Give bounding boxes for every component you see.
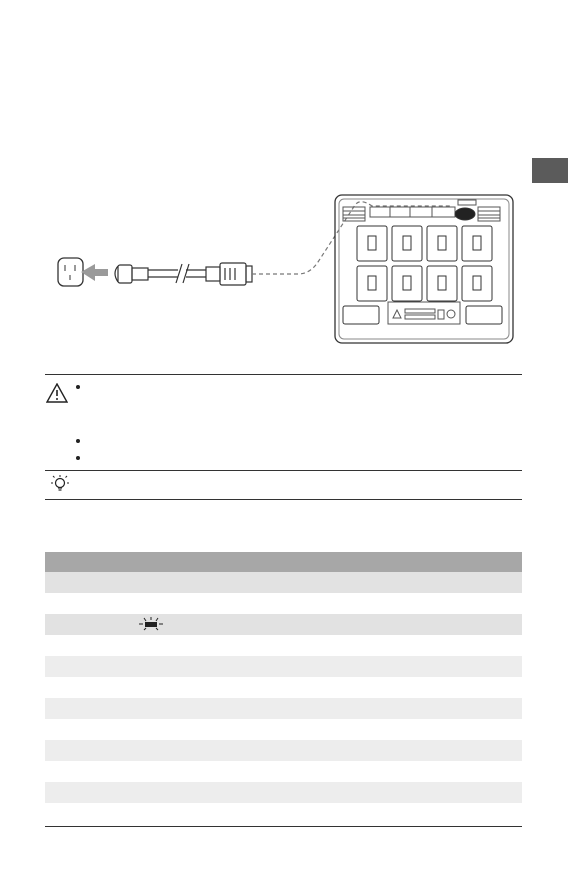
table-row bbox=[45, 593, 522, 614]
table-row bbox=[45, 677, 522, 698]
arrow-icon bbox=[81, 264, 108, 281]
table-row bbox=[45, 740, 522, 761]
connection-illustration bbox=[0, 0, 568, 360]
warning-bullet bbox=[76, 385, 80, 389]
table-row bbox=[45, 614, 522, 635]
status-table bbox=[45, 552, 522, 827]
table-row bbox=[45, 782, 522, 803]
power-outlet-icon bbox=[58, 258, 83, 286]
table-header bbox=[45, 552, 522, 572]
notice-block bbox=[45, 374, 522, 500]
table-row bbox=[45, 698, 522, 719]
blinking-led-icon bbox=[138, 617, 164, 631]
table-row bbox=[45, 803, 522, 824]
table-row bbox=[45, 572, 522, 593]
table-row bbox=[45, 761, 522, 782]
table-row bbox=[45, 719, 522, 740]
warning-triangle-icon bbox=[46, 383, 68, 403]
warning-bullet bbox=[76, 439, 80, 443]
power-cable-icon bbox=[115, 263, 252, 285]
warning-bullet bbox=[76, 456, 80, 460]
table-row bbox=[45, 656, 522, 677]
notice-divider bbox=[45, 470, 522, 471]
table-row bbox=[45, 635, 522, 656]
lightbulb-icon bbox=[50, 474, 70, 494]
charging-hub-icon bbox=[335, 195, 513, 343]
